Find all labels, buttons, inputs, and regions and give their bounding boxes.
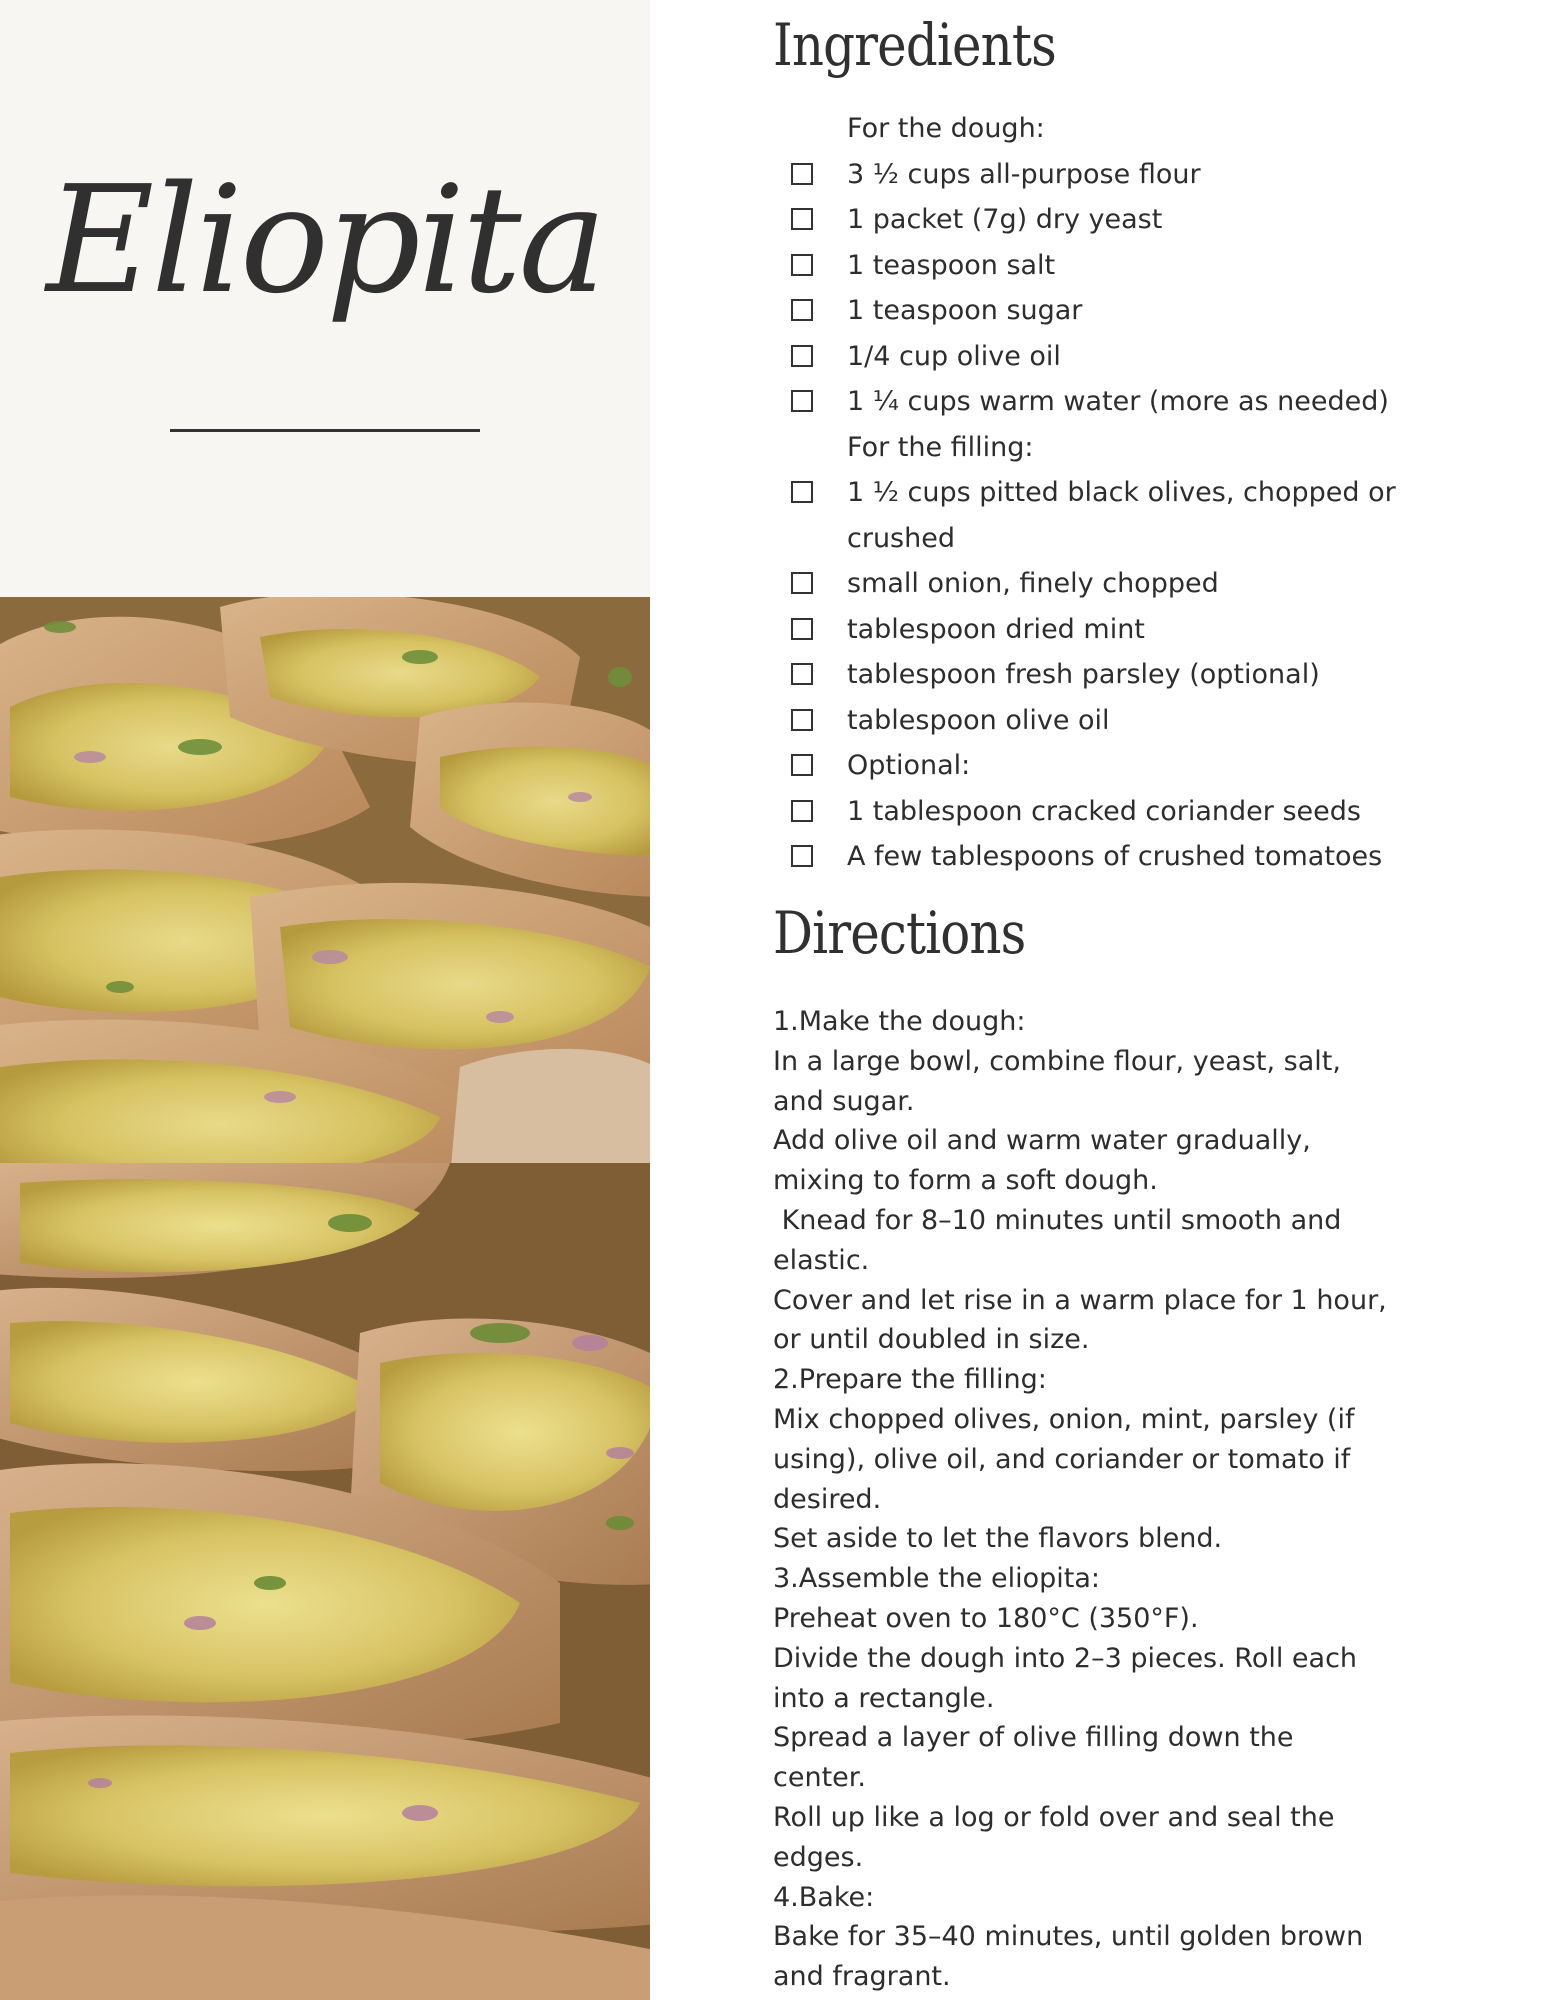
ingredient-item[interactable] [773, 379, 1493, 425]
direction-line: Divide the dough into 2–3 pieces. Roll each [773, 1642, 1358, 1674]
food-photo-bottom [0, 1163, 650, 2000]
ingredient-checkbox[interactable] [791, 345, 813, 367]
direction-line: desired. [773, 1483, 882, 1515]
direction-line: or until doubled in size. [773, 1324, 1090, 1356]
ingredient-label: For the filling: [847, 431, 1034, 463]
ingredient-checkbox[interactable] [791, 481, 813, 503]
direction-line: Roll up like a log or fold over and seal the [773, 1801, 1335, 1833]
ingredient-item[interactable] [773, 743, 1493, 789]
title-block [0, 0, 650, 597]
ingredient-label: 1 ¼ cups warm water (more as needed) [847, 386, 1389, 417]
direction-line: Preheat oven to 180°C (350°F). [773, 1602, 1199, 1634]
direction-line: Add olive oil and warm water gradually, [773, 1125, 1311, 1157]
pastry-photo-illustration [0, 597, 650, 1163]
ingredient-checkbox[interactable] [791, 299, 813, 321]
direction-line: Cover and let rise in a warm place for 1 hour, [773, 1284, 1387, 1316]
ingredient-checkbox[interactable] [791, 800, 813, 822]
ingredient-checkbox[interactable] [791, 390, 813, 412]
recipe-title: Eliopita [46, 154, 604, 326]
ingredient-item[interactable] [773, 288, 1493, 334]
ingredient-item[interactable] [773, 789, 1493, 835]
ingredients-list [773, 106, 1493, 880]
ingredients-heading: Ingredients [773, 11, 1056, 79]
ingredient-checkbox[interactable] [791, 663, 813, 685]
ingredient-label: tablespoon dried mint [847, 613, 1145, 645]
ingredient-item[interactable] [773, 243, 1493, 289]
ingredient-label: small onion, finely chopped [847, 568, 1219, 599]
ingredient-label: 1/4 cup olive oil [847, 340, 1061, 372]
direction-line: elastic. [773, 1244, 870, 1276]
ingredient-label: A few tablespoons of crushed tomatoes [847, 841, 1383, 872]
ingredient-checkbox[interactable] [791, 845, 813, 867]
ingredient-checkbox[interactable] [791, 618, 813, 640]
direction-line: Set aside to let the flavors blend. [773, 1523, 1223, 1555]
ingredient-checkbox[interactable] [791, 572, 813, 594]
ingredient-item[interactable] [773, 561, 1493, 607]
direction-line: Knead for 8–10 minutes until smooth and [773, 1204, 1342, 1236]
direction-line: Spread a layer of olive filling down the [773, 1722, 1294, 1754]
ingredient-label: 1 teaspoon sugar [847, 295, 1083, 326]
title-divider [170, 429, 480, 432]
ingredient-label: tablespoon fresh parsley (optional) [847, 659, 1320, 690]
ingredient-item[interactable] [773, 334, 1493, 380]
food-photo-top [0, 597, 650, 1163]
ingredient-item[interactable] [773, 834, 1493, 880]
ingredient-item [773, 106, 1493, 152]
direction-line: 2.Prepare the filling: [773, 1364, 1047, 1396]
direction-line: center. [773, 1762, 866, 1794]
direction-line: 3.Assemble the eliopita: [773, 1563, 1101, 1595]
ingredient-item [773, 425, 1493, 471]
ingredient-label: 3 ½ cups all-purpose flour [847, 158, 1201, 190]
direction-line: In a large bowl, combine flour, yeast, salt, [773, 1045, 1341, 1077]
pastry-photo-illustration [0, 1163, 650, 2000]
ingredient-item[interactable] [773, 197, 1493, 243]
ingredient-item[interactable] [773, 607, 1493, 653]
ingredient-checkbox[interactable] [791, 709, 813, 731]
direction-line: mixing to form a soft dough. [773, 1165, 1158, 1197]
ingredient-item[interactable] [773, 152, 1493, 198]
ingredient-item[interactable] [773, 470, 1493, 561]
direction-line: 1.Make the dough: [773, 1006, 1026, 1037]
left-panel [0, 0, 650, 2000]
ingredient-checkbox[interactable] [791, 163, 813, 185]
ingredient-item[interactable] [773, 652, 1493, 698]
direction-line: into a rectangle. [773, 1682, 995, 1714]
ingredient-label: 1 ½ cups pitted black olives, chopped or crushed [847, 477, 1396, 554]
ingredient-label: For the dough: [847, 113, 1045, 144]
ingredient-checkbox[interactable] [791, 208, 813, 230]
ingredient-label: 1 tablespoon cracked coriander seeds [847, 795, 1361, 827]
ingredient-label: tablespoon olive oil [847, 704, 1110, 736]
directions-list [773, 1002, 1493, 1997]
directions-heading: Directions [773, 899, 1026, 967]
direction-line: 4.Bake: [773, 1881, 875, 1913]
ingredient-item[interactable] [773, 698, 1493, 744]
ingredient-checkbox[interactable] [791, 754, 813, 776]
direction-line: and fragrant. [773, 1961, 951, 1993]
direction-line: edges. [773, 1841, 864, 1873]
direction-line: Bake for 35–40 minutes, until golden brown [773, 1921, 1364, 1953]
ingredient-label: 1 packet (7g) dry yeast [847, 204, 1163, 235]
ingredient-checkbox[interactable] [791, 254, 813, 276]
direction-line: using), olive oil, and coriander or tomato if [773, 1443, 1351, 1475]
direction-line: and sugar. [773, 1085, 915, 1117]
ingredient-label: 1 teaspoon salt [847, 249, 1056, 281]
ingredient-label: Optional: [847, 750, 971, 781]
direction-line: Mix chopped olives, onion, mint, parsley (if [773, 1403, 1355, 1435]
